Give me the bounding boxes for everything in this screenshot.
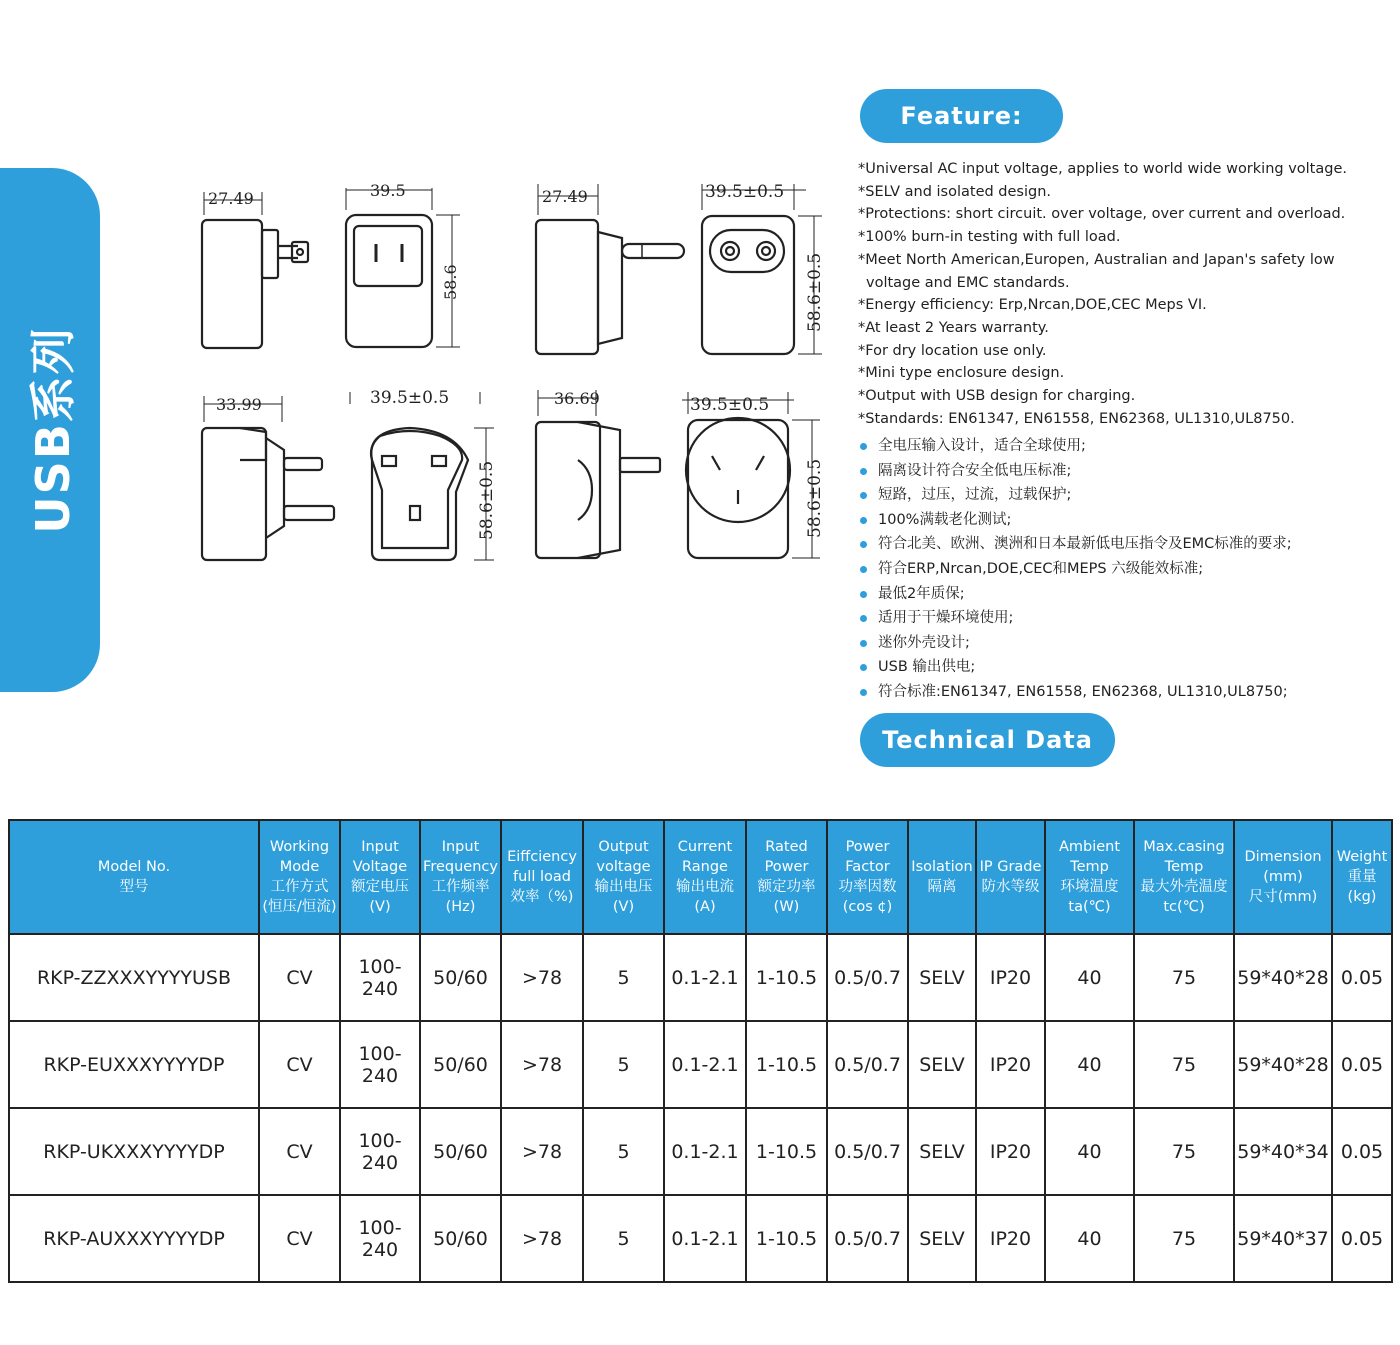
feature-item-cn xyxy=(860,606,1380,631)
table-cell: 50/60 xyxy=(420,934,501,1021)
bullet-dot-icon xyxy=(860,443,867,450)
eu-side-view xyxy=(536,184,684,354)
table-header-cell xyxy=(827,820,908,934)
header-line: 工作方式 xyxy=(270,879,329,895)
table-cell: >78 xyxy=(501,1108,583,1195)
feature-item-cn xyxy=(860,557,1380,582)
au-front-view xyxy=(682,392,820,558)
table-cell: 1-10.5 xyxy=(746,934,827,1021)
table-cell: 75 xyxy=(1134,1021,1234,1108)
table-header-cell xyxy=(501,820,583,934)
header-line: Mode xyxy=(279,859,320,875)
feature-item-en: *Standards: EN61347, EN61558, EN62368, UL1310,UL8750. xyxy=(858,410,1295,427)
table-cell: 0.5/0.7 xyxy=(827,1195,908,1282)
feature-item-en: *Output with USB design for charging. xyxy=(858,388,1136,405)
eu-front-view xyxy=(702,184,822,354)
eu-side-width: 27.49 xyxy=(542,187,588,206)
table-cell: 1-10.5 xyxy=(746,1108,827,1195)
header-line: (mm) xyxy=(1263,869,1303,885)
feature-item-cn-text: 符合ERP,Nrcan,DOE,CEC和MEPS 六级能效标准; xyxy=(878,560,1204,577)
table-header-cell xyxy=(9,820,259,934)
table-cell: 100-240 xyxy=(340,1195,420,1282)
bullet-dot-icon xyxy=(860,664,867,671)
technical-data-heading: Technical Data xyxy=(860,713,1115,767)
header-line: (V) xyxy=(369,899,391,915)
table-cell: 75 xyxy=(1134,1195,1234,1282)
table-cell: RKP-ZZXXXYYYYUSB xyxy=(9,934,259,1021)
feature-item-cn-text: 短路，过压，过流，过载保护; xyxy=(878,487,1072,504)
bullet-dot-icon xyxy=(860,541,867,548)
table-cell: 59*40*37 xyxy=(1234,1195,1332,1282)
bullet-dot-icon xyxy=(860,517,867,524)
table-cell: 0.1-2.1 xyxy=(664,1021,746,1108)
uk-front-view xyxy=(350,392,494,560)
table-cell: 40 xyxy=(1045,1021,1134,1108)
header-line: 输出电流 xyxy=(676,879,734,895)
header-line: 额定电压 xyxy=(351,879,409,895)
side-tab xyxy=(0,168,100,692)
uk-front-height: 58.6±0.5 xyxy=(477,460,497,540)
header-line: 型号 xyxy=(119,879,149,895)
table-header-cell xyxy=(664,820,746,934)
table-cell: 0.05 xyxy=(1332,1021,1392,1108)
table-cell: 5 xyxy=(583,1108,664,1195)
feature-heading: Feature: xyxy=(860,89,1063,143)
header-line: (kg) xyxy=(1347,889,1377,905)
table-header-cell xyxy=(1134,820,1234,934)
feature-item-en: *Energy efficiency: Erp,Nrcan,DOE,CEC Meps VI. xyxy=(858,297,1207,314)
us-side-view xyxy=(202,192,308,348)
table-cell: 0.1-2.1 xyxy=(664,1108,746,1195)
table-header-cell xyxy=(259,820,340,934)
feature-item-cn-text: 隔离设计符合安全低电压标准; xyxy=(878,462,1072,479)
table-cell: CV xyxy=(259,934,340,1021)
table-cell: 0.05 xyxy=(1332,934,1392,1021)
table-cell: RKP-EUXXXYYYYDP xyxy=(9,1021,259,1108)
table-header-cell xyxy=(1045,820,1134,934)
table-cell: SELV xyxy=(908,1021,976,1108)
header-line: (W) xyxy=(773,899,800,915)
header-line: 功率因数 xyxy=(838,879,897,895)
table-row xyxy=(9,934,1392,1021)
table-cell: 75 xyxy=(1134,934,1234,1021)
header-line: Input xyxy=(441,839,480,855)
table-cell: SELV xyxy=(908,934,976,1021)
header-line: 环境温度 xyxy=(1060,879,1119,895)
header-line: (A) xyxy=(694,899,716,915)
header-line: (Hz) xyxy=(445,899,476,915)
header-line: Input xyxy=(361,839,399,855)
header-line: Max.casing xyxy=(1143,839,1225,855)
uk-side-view xyxy=(202,396,334,560)
table-cell: 1-10.5 xyxy=(746,1021,827,1108)
table-cell: CV xyxy=(259,1021,340,1108)
header-line: Rated xyxy=(765,839,808,855)
feature-item-cn xyxy=(860,459,1380,484)
header-line: 额定功率 xyxy=(757,879,816,895)
table-header-cell xyxy=(976,820,1045,934)
header-line: Power xyxy=(845,839,890,855)
feature-item-cn xyxy=(860,631,1380,656)
bullet-dot-icon xyxy=(860,689,867,696)
table-cell: 75 xyxy=(1134,1108,1234,1195)
header-line: tc(℃) xyxy=(1163,899,1205,915)
au-front-width: 39.5±0.5 xyxy=(690,395,770,415)
table-cell: 0.05 xyxy=(1332,1195,1392,1282)
table-header-row xyxy=(9,820,1392,934)
header-line: Frequency xyxy=(423,859,498,875)
table-header-cell xyxy=(746,820,827,934)
header-line: 工作频率 xyxy=(431,879,490,895)
header-line: 输出电压 xyxy=(594,879,653,895)
feature-list-en xyxy=(858,158,1378,430)
table-cell: 1-10.5 xyxy=(746,1195,827,1282)
feature-item-cn xyxy=(860,655,1380,680)
feature-item-en: *SELV and isolated design. xyxy=(858,183,1052,200)
table-cell: 50/60 xyxy=(420,1108,501,1195)
header-line: IP Grade xyxy=(979,859,1042,875)
header-line: Dimension xyxy=(1244,849,1322,865)
header-line: Power xyxy=(764,859,809,875)
bullet-dot-icon xyxy=(860,492,867,499)
table-cell: 5 xyxy=(583,1195,664,1282)
feature-item-cn xyxy=(860,532,1380,557)
header-line: Temp xyxy=(1164,859,1204,875)
header-line: Temp xyxy=(1070,859,1109,875)
feature-item-cn-text: 符合标准:EN61347, EN61558, EN62368, UL1310,UL8750; xyxy=(878,683,1288,700)
table-cell: 59*40*28 xyxy=(1234,1021,1332,1108)
table-cell: 100-240 xyxy=(340,1108,420,1195)
feature-item-en: voltage and EMC standards. xyxy=(866,274,1070,291)
header-line: Model No. xyxy=(97,859,171,875)
table-cell: 0.5/0.7 xyxy=(827,934,908,1021)
bullet-dot-icon xyxy=(860,640,867,647)
header-line: 效率（%) xyxy=(510,889,574,905)
feature-item-en: *For dry location use only. xyxy=(858,342,1047,359)
table-cell: IP20 xyxy=(976,1195,1045,1282)
feature-item-en: *At least 2 Years warranty. xyxy=(858,319,1049,336)
table-cell: 40 xyxy=(1045,934,1134,1021)
table-header-cell xyxy=(420,820,501,934)
eu-front-height: 58.6±0.5 xyxy=(805,252,825,332)
table-cell: SELV xyxy=(908,1108,976,1195)
header-line: Factor xyxy=(845,859,890,875)
table-cell: RKP-AUXXXYYYYDP xyxy=(9,1195,259,1282)
eu-front-width: 39.5±0.5 xyxy=(705,182,785,202)
feature-item-cn-text: 适用于干燥环境使用; xyxy=(878,610,1014,627)
table-cell: 40 xyxy=(1045,1195,1134,1282)
us-front-height: 58.6 xyxy=(441,264,460,300)
table-cell: 0.1-2.1 xyxy=(664,934,746,1021)
header-line: Ambient xyxy=(1058,839,1121,855)
header-line: 防水等级 xyxy=(981,879,1040,895)
header-line: full load xyxy=(513,869,571,885)
uk-front-width: 39.5±0.5 xyxy=(370,388,450,408)
header-line: 隔离 xyxy=(927,879,957,895)
au-front-height: 58.6±0.5 xyxy=(805,458,825,538)
au-side-view xyxy=(536,390,660,558)
bullet-dot-icon xyxy=(860,591,867,598)
table-cell: RKP-UKXXXYYYYDP xyxy=(9,1108,259,1195)
table-cell: >78 xyxy=(501,1195,583,1282)
header-line: Eiffciency xyxy=(507,849,577,865)
table-row xyxy=(9,1195,1392,1282)
table-cell: 5 xyxy=(583,934,664,1021)
feature-item-cn-text: 符合北美、欧洲、澳洲和日本最新低电压指令及EMC标准的要求; xyxy=(878,536,1292,553)
feature-list-cn xyxy=(860,434,1380,705)
header-line: 重量 xyxy=(1347,869,1377,885)
us-side-width: 27.49 xyxy=(208,189,254,208)
table-cell: CV xyxy=(259,1108,340,1195)
feature-item-en: *Protections: short circuit. over voltage, over current and overload. xyxy=(858,206,1346,223)
series-title: USB系列 xyxy=(26,326,80,534)
table-cell: 50/60 xyxy=(420,1195,501,1282)
table-cell: 40 xyxy=(1045,1108,1134,1195)
feature-item-cn-text: 全电压输入设计，适合全球使用; xyxy=(878,438,1086,454)
table-cell: 50/60 xyxy=(420,1021,501,1108)
table-cell: 0.5/0.7 xyxy=(827,1108,908,1195)
table-cell: 0.1-2.1 xyxy=(664,1195,746,1282)
table-cell: 5 xyxy=(583,1021,664,1108)
feature-item-cn xyxy=(860,582,1380,607)
table-cell: IP20 xyxy=(976,1021,1045,1108)
us-front-width: 39.5 xyxy=(370,181,406,200)
header-line: Weight xyxy=(1336,849,1388,865)
table-cell: IP20 xyxy=(976,934,1045,1021)
adapter-drawings xyxy=(180,160,840,580)
table-header-cell xyxy=(340,820,420,934)
header-line: ta(℃) xyxy=(1068,899,1111,915)
feature-item-cn xyxy=(860,680,1380,705)
technical-data-table xyxy=(8,819,1393,1283)
feature-item-cn-text: 最低2年质保; xyxy=(878,585,965,602)
feature-item-en: *100% burn-in testing with full load. xyxy=(858,229,1121,246)
table-header-cell xyxy=(1234,820,1332,934)
header-line: voltage xyxy=(596,859,651,875)
bullet-dot-icon xyxy=(860,468,867,475)
feature-item-cn-text: 迷你外壳设计; xyxy=(878,634,970,651)
bullet-dot-icon xyxy=(860,566,867,573)
header-line: Working xyxy=(269,839,330,855)
table-cell: 59*40*28 xyxy=(1234,934,1332,1021)
table-cell: >78 xyxy=(501,1021,583,1108)
feature-item-cn xyxy=(860,483,1380,508)
table-cell: IP20 xyxy=(976,1108,1045,1195)
feature-item-cn-text: 100%满载老化测试; xyxy=(878,511,1012,528)
header-line: 尺寸(mm) xyxy=(1248,889,1318,905)
header-line: Output xyxy=(598,839,649,855)
table-cell: 100-240 xyxy=(340,1021,420,1108)
feature-item-cn xyxy=(860,508,1380,533)
table-cell: 0.05 xyxy=(1332,1108,1392,1195)
table-header-cell xyxy=(1332,820,1392,934)
feature-item-cn xyxy=(860,434,1380,459)
header-line: (恒压/恒流) xyxy=(262,899,337,915)
header-line: Voltage xyxy=(352,859,408,875)
feature-item-en: *Mini type enclosure design. xyxy=(858,365,1065,382)
table-cell: SELV xyxy=(908,1195,976,1282)
table-header-cell xyxy=(583,820,664,934)
table-header-cell xyxy=(908,820,976,934)
header-line: Range xyxy=(682,859,728,875)
header-line: Current xyxy=(677,839,733,855)
header-line: (V) xyxy=(612,899,635,915)
uk-side-width: 33.99 xyxy=(216,395,262,414)
table-cell: CV xyxy=(259,1195,340,1282)
header-line: (cos ¢) xyxy=(842,899,893,915)
header-line: 最大外壳温度 xyxy=(1140,879,1228,895)
table-row xyxy=(9,1108,1392,1195)
table-row xyxy=(9,1021,1392,1108)
table-cell: 59*40*34 xyxy=(1234,1108,1332,1195)
feature-item-cn-text: USB 输出供电; xyxy=(878,659,976,676)
au-side-width: 36.69 xyxy=(554,389,600,408)
bullet-dot-icon xyxy=(860,615,867,622)
table-cell: 0.5/0.7 xyxy=(827,1021,908,1108)
header-line: Isolation xyxy=(911,859,973,875)
feature-item-en: *Universal AC input voltage, applies to world wide working voltage. xyxy=(858,161,1347,177)
table-cell: 100-240 xyxy=(340,934,420,1021)
table-cell: >78 xyxy=(501,934,583,1021)
feature-item-en: *Meet North American,Europen, Australian and Japan's safety low xyxy=(858,251,1335,268)
